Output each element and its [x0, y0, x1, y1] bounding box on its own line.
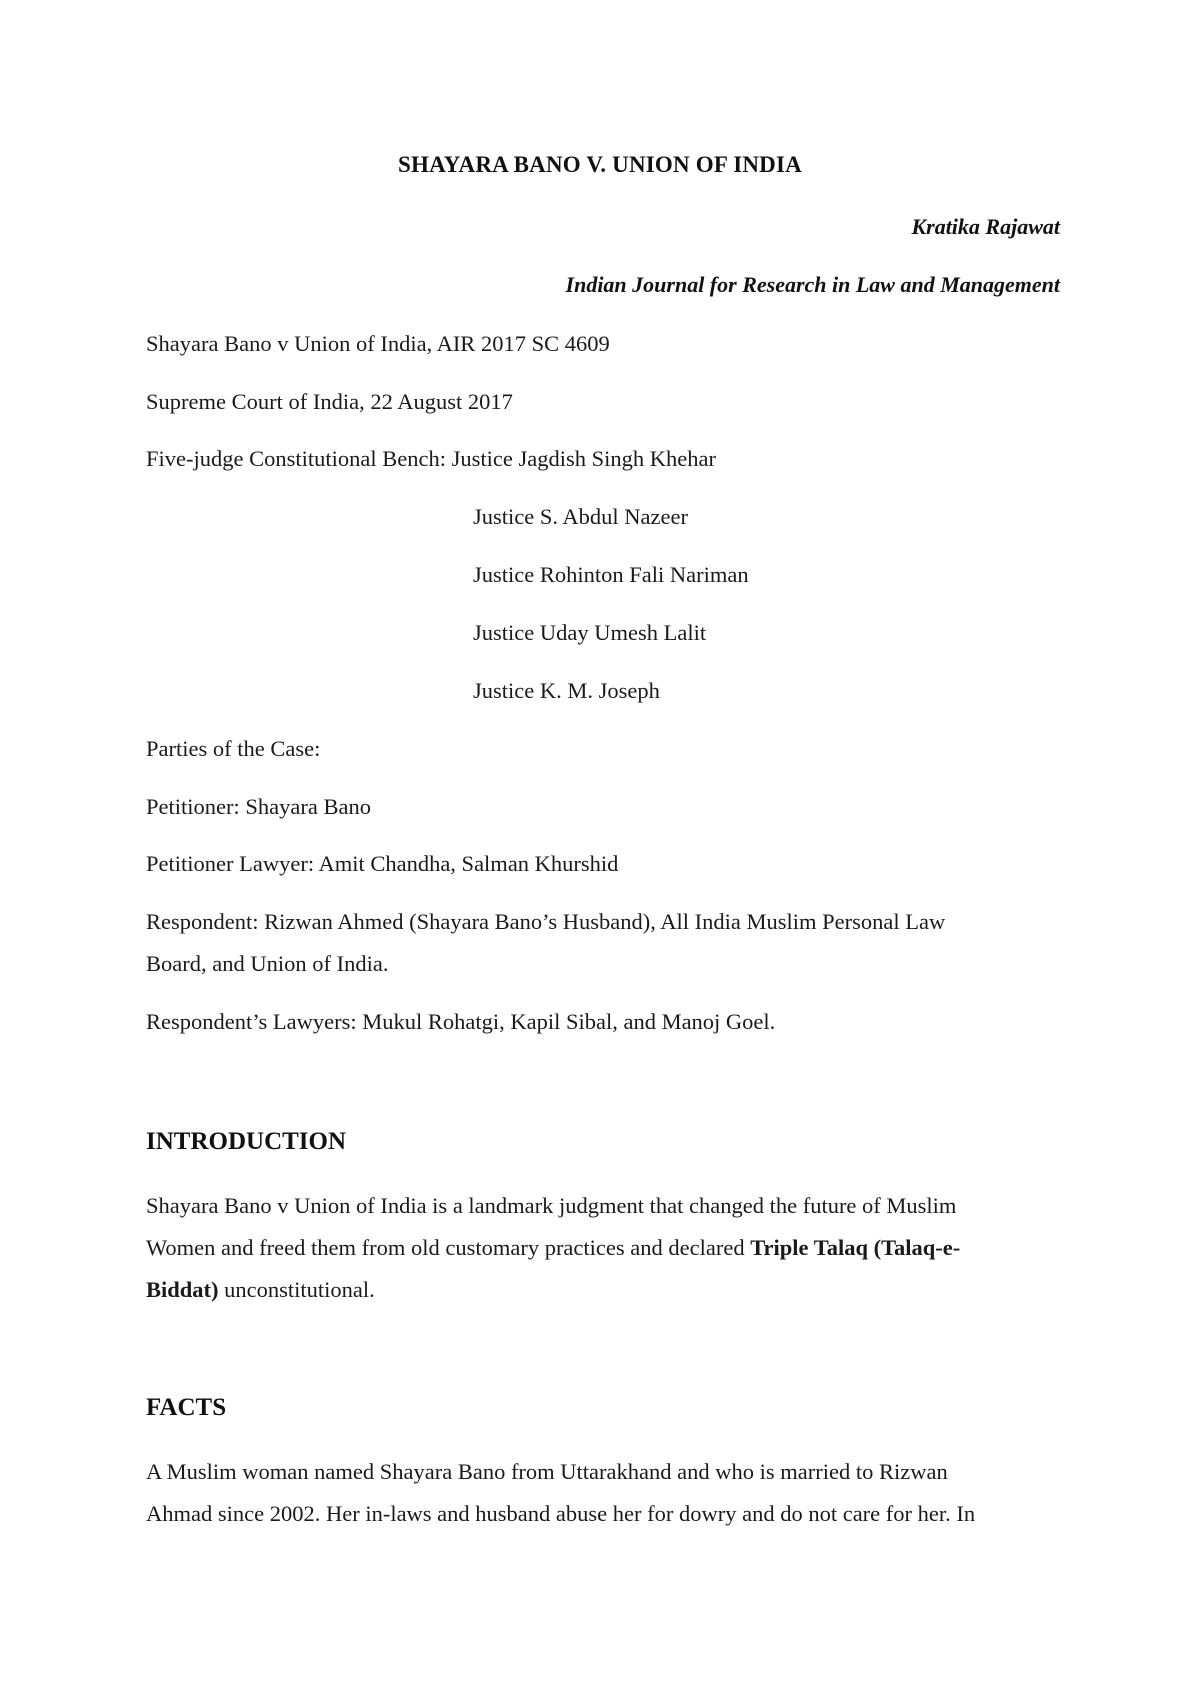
judge-name: Justice K. M. Joseph — [473, 678, 660, 703]
parties-heading: Parties of the Case: — [146, 736, 321, 761]
facts-text-line: A Muslim woman named Shayara Bano from Uttarakhand and who is married to Rizwan — [146, 1459, 948, 1484]
petitioner-lawyer-line: Petitioner Lawyer: Amit Chandha, Salman Khurshid — [146, 851, 619, 876]
introduction-text-bold: Biddat) — [146, 1277, 219, 1302]
bench-line: Five-judge Constitutional Bench: Justice Jagdish Singh Khehar — [146, 446, 716, 471]
introduction-heading: INTRODUCTION — [146, 1128, 347, 1155]
author-name: Kratika Rajawat — [911, 214, 1060, 239]
respondent-lawyers-line: Respondent’s Lawyers: Mukul Rohatgi, Kapil Sibal, and Manoj Goel. — [146, 1009, 776, 1034]
respondent-line-continued: Board, and Union of India. — [146, 951, 389, 976]
journal-name: Indian Journal for Research in Law and Management — [565, 272, 1060, 297]
petitioner-line: Petitioner: Shayara Bano — [146, 794, 371, 819]
introduction-text-plain: Women and freed them from old customary practices and declared — [146, 1235, 751, 1260]
respondent-line: Respondent: Rizwan Ahmed (Shayara Bano’s Husband), All India Muslim Personal Law — [146, 909, 946, 934]
judge-name: Justice Rohinton Fali Nariman — [473, 562, 749, 587]
judge-name: Justice Uday Umesh Lalit — [473, 620, 707, 645]
judge-name: Justice S. Abdul Nazeer — [473, 504, 688, 529]
facts-heading: FACTS — [146, 1394, 227, 1421]
case-citation: Shayara Bano v Union of India, AIR 2017 SC 4609 — [146, 331, 610, 356]
introduction-text-line: Shayara Bano v Union of India is a landmark judgment that changed the future of Muslim — [146, 1193, 957, 1218]
introduction-text-line — [146, 1279, 375, 1302]
document-title: SHAYARA BANO V. UNION OF INDIA — [398, 152, 802, 177]
introduction-text-bold: Triple Talaq (Talaq-e- — [750, 1235, 961, 1260]
introduction-text-line — [146, 1237, 960, 1260]
court-date: Supreme Court of India, 22 August 2017 — [146, 389, 513, 414]
facts-text-line: Ahmad since 2002. Her in-laws and husband abuse her for dowry and do not care for her. In — [146, 1501, 976, 1526]
introduction-text-plain: unconstitutional. — [218, 1277, 375, 1302]
